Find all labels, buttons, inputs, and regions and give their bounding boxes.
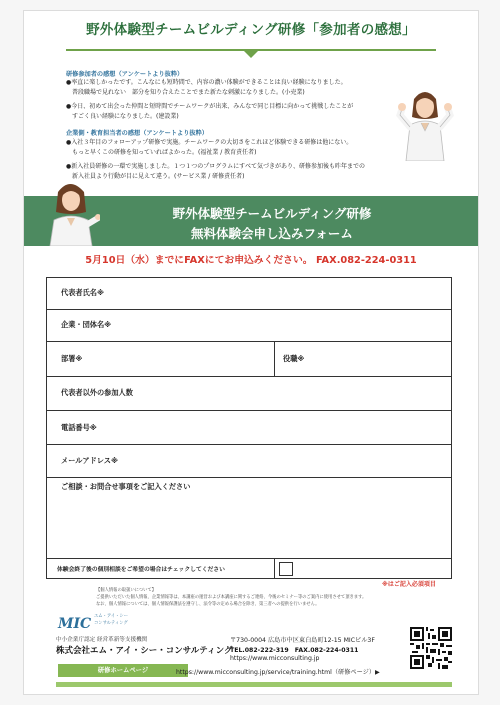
training-page-url[interactable]: https://www.micconsulting.jp/service/training.html（研修ページ）▶ — [176, 669, 380, 676]
inquiry-label: ご相談・お問合せ事項をご記入ください — [61, 482, 191, 491]
privacy-line: ご提供いただいた個人情報、企業情報等は、本講座の運営および本講座に関するご連絡、今後のセミナー等のご案内に使用させて頂きます。 — [96, 595, 367, 600]
cheering-woman-illustration — [392, 85, 458, 161]
company-tel-fax: TEL.082-222-319 FAX.082-224-0311 — [230, 647, 359, 654]
feedback-line: もっと早くこの研修を知っていればよかった。(福祉業 / 教育責任者) — [66, 149, 257, 156]
participants-label: 代表者以外の参加人数 — [61, 388, 133, 397]
company-feedback-heading: 企業側・教育担当者の感想（アンケートより抜粋） — [66, 130, 208, 137]
company-address: 〒730-0004 広島市中区東白島町12-15 MICビル3F — [230, 637, 375, 644]
feedback-line: ●率直に楽しかったです。こんなにも短時間で、内容の濃い体験ができることは良い経験になりました。 — [66, 79, 347, 86]
email-row[interactable] — [47, 445, 451, 478]
company-url[interactable]: https://www.micconsulting.jp — [230, 655, 320, 662]
feedback-line: ●入社３年目のフォローアップ研修で実施。チームワークの大切さをこれほど体験できる研修は他にない。 — [66, 139, 353, 146]
rep-name-label: 代表者氏名※ — [61, 288, 104, 297]
participants-row[interactable] — [47, 377, 451, 411]
company-name: 株式会社エム・アイ・シー・コンサルティング — [56, 646, 233, 656]
logo-mark: MIC — [58, 616, 92, 632]
deadline-notice: 5月10日（水）までにFAXにてお申込みください。 FAX.082-224-0311 — [85, 255, 417, 266]
dept-label: 部署※ — [61, 354, 83, 363]
rep-name-row[interactable] — [47, 278, 451, 310]
dept-position-row — [47, 342, 451, 377]
consult-check-label: 体験会終了後の個別相談をご希望の場合はチェックしてください — [57, 567, 225, 573]
banner-title: 野外体験型チームビルディング研修 — [172, 206, 372, 221]
qr-code-icon — [410, 627, 452, 669]
footer-bar — [56, 682, 452, 687]
participant-feedback-heading: 研修参加者の感想（アンケートより抜粋） — [66, 71, 184, 78]
privacy-title: 【個人情報の取扱いについて】 — [96, 588, 157, 593]
inquiry-row[interactable] — [47, 478, 451, 559]
phone-row[interactable] — [47, 411, 451, 445]
woman-presenter-illustration — [44, 178, 100, 246]
feedback-line: ●新入社員研修の一環で実施しました。１つ１つのプログラムにすべて気づきがあり、研修参加後も昨年までの — [66, 163, 366, 170]
position-label: 役職※ — [283, 354, 305, 363]
company-logo — [58, 613, 128, 632]
logo-sub2: コンサルティング — [94, 621, 128, 626]
feedback-line: すごく良い経験になりました。(建設業) — [66, 113, 179, 120]
company-label: 企業・団体名※ — [61, 320, 112, 329]
feedback-line: 新入社員より行動が目に見えて違う。(サービス業 / 研修責任者) — [66, 173, 245, 180]
application-form — [46, 277, 452, 579]
page-title: 野外体験型チームビルディング研修「参加者の感想」 — [86, 22, 416, 38]
logo-sub1: エム・アイ・シー — [94, 614, 128, 619]
privacy-line: なお、個人情報については、個人情報保護法を遵守し、法令等の定める場合を除き、第三者への提供を行いません。 — [96, 602, 320, 607]
divider — [274, 559, 275, 578]
phone-label: 電話番号※ — [61, 423, 97, 432]
consult-check-row — [47, 559, 451, 578]
required-note: ※はご記入必須項目 — [382, 581, 436, 588]
title-pointer — [242, 49, 260, 58]
feedback-line: ●今日、初めて出会った仲間と短時間でチームワークが出来、みんなで同じ目標に向かって挑戦したことが — [66, 103, 354, 110]
consult-checkbox[interactable] — [279, 562, 293, 576]
certification-text: 中小企業庁認定 経営革新等支援機関 — [56, 637, 148, 643]
banner-subtitle: 無料体験会申し込みフォーム — [191, 226, 353, 241]
flyer-page — [23, 10, 479, 695]
email-label: メールアドレス※ — [61, 456, 118, 465]
training-homepage-button[interactable]: 研修ホームページ — [58, 664, 188, 677]
company-row[interactable] — [47, 310, 451, 342]
feedback-line: 普段職場で見れない 部分を知り合えたことでまた新たな刺激になりました。(小売業) — [66, 89, 305, 96]
divider — [274, 342, 275, 376]
